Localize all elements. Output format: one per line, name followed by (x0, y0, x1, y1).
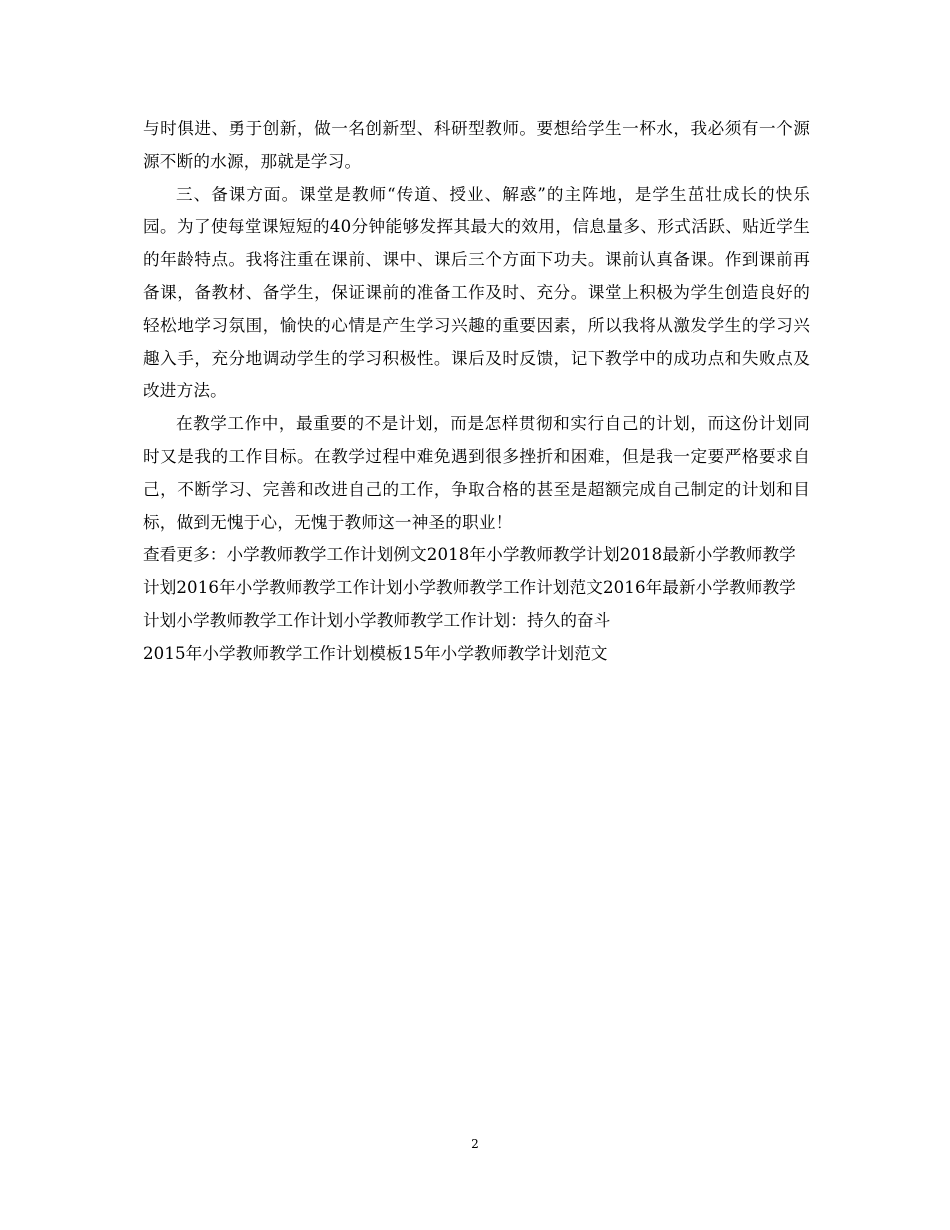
related-link-10[interactable]: 15年小学教师教学计划范文 (402, 643, 608, 663)
related-link-5[interactable]: 小学教师教学工作计划范文 (402, 578, 603, 598)
related-link-9[interactable]: 2015年小学教师教学工作计划模板 (143, 643, 403, 663)
see-more-section (143, 539, 810, 670)
related-link-1[interactable]: 小学教师教学工作计划例文 (226, 545, 427, 565)
related-link-3[interactable]: 2018最新小学教师教学计划 (143, 545, 796, 598)
page-number: 2 (471, 1137, 479, 1151)
related-link-4[interactable]: 2016年小学教师教学工作计划 (176, 578, 403, 598)
related-link-2[interactable]: 2018年小学教师教学计划 (426, 545, 620, 565)
related-link-7[interactable]: 小学教师教学工作计划 (176, 610, 344, 630)
related-link-8[interactable]: 小学教师教学工作计划：持久的奋斗 (343, 610, 611, 630)
paragraph-1: 与时俱进、勇于创新，做一名创新型、科研型教师。要想给学生一杯水，我必须有一个源源不断的水源，那就是学习。 (143, 119, 810, 171)
related-link-6[interactable]: 2016年最新小学教师教学计划 (143, 578, 796, 630)
document-body (143, 113, 810, 671)
see-more-label: 查看更多： (143, 545, 227, 565)
paragraph-3: 在教学工作中，最重要的不是计划，而是怎样贯彻和实行自己的计划，而这份计划同时又是我的工作目标。在教学过程中难免遇到很多挫折和困难，但是我一定要严格要求自己，不断学习、完善和改进自己的工作，争取合格的甚至是超额完成自己制定的计划和目标，做到无愧于心，无愧于教师这一神圣的职业！ (143, 414, 810, 532)
paragraph-2: 三、备课方面。课堂是教师“传道、授业、解惑”的主阵地，是学生茁壮成长的快乐园。为了使每堂课短短的40分钟能够发挥其最大的效用，信息量多、形式活跃、贴近学生的年龄特点。我将注重在课前、课中、课后三个方面下功夫。课前认真备课。作到课前再备课，备教材、备学生，保证课前的准备工作及时、充分。课堂上积极为学生创造良好的轻松地学习氛围，愉快的心情是产生学习兴趣的重要因素，所以我将从激发学生的学习兴趣入手，充分地调动学生的学习积极性。课后及时反馈，记下教学中的成功点和失败点及改进方法。 (143, 184, 810, 401)
